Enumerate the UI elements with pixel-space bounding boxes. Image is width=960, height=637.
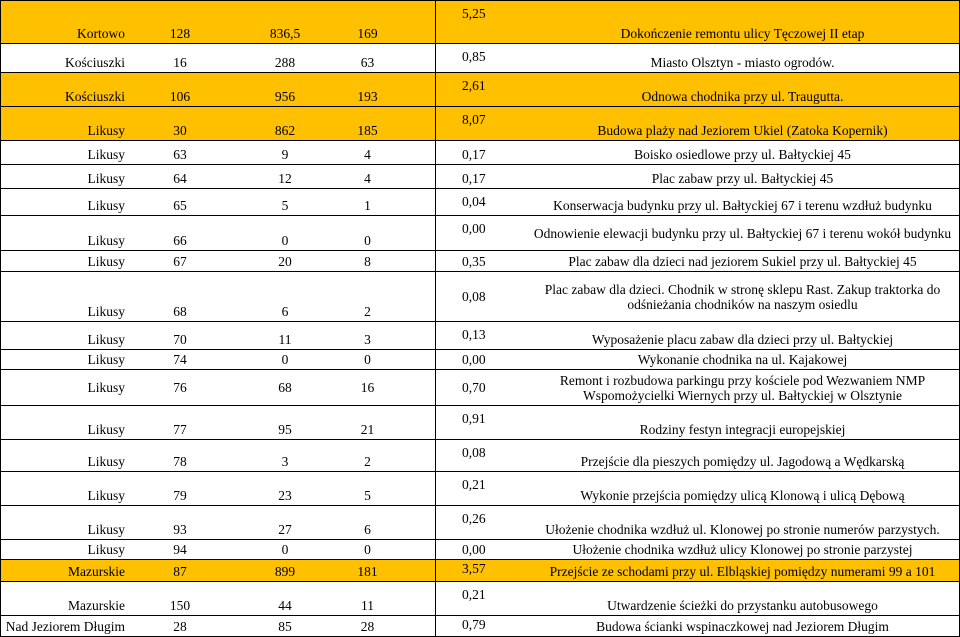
col-b-cell: 6 <box>281 304 289 319</box>
col-c-cell: 4 <box>364 147 371 162</box>
col-c-cell: 6 <box>364 522 371 537</box>
table-row <box>0 189 960 216</box>
description-cell: Ułożenie chodnika wzdłuż ulicy Klonowej po stronie parzystej <box>572 542 913 557</box>
table-row <box>0 472 960 506</box>
table-row <box>0 322 960 350</box>
col-c-cell: 1 <box>364 198 371 213</box>
col-a-cell: 63 <box>173 147 187 162</box>
col-c-cell: 5 <box>364 488 371 503</box>
description-cell: Odnowienie elewacji budynku przy ul. Bałtyckiej 67 i terenu wokół budynku <box>533 225 952 241</box>
district-cell: Likusy <box>87 171 125 186</box>
description-cell: Wyposażenie placu zabaw dla dzieci przy ul. Bałtyckiej <box>591 332 894 347</box>
col-c-cell: 0 <box>364 352 371 367</box>
col-b-cell: 27 <box>278 522 292 537</box>
district-cell: Kościuszki <box>65 55 125 70</box>
table-row <box>0 370 960 406</box>
description-cell: Wykonie przejścia pomiędzy ulicą Klonową i ulicą Dębową <box>580 488 905 503</box>
col-b-cell: 899 <box>274 564 296 579</box>
value-cell: 0,04 <box>462 194 486 209</box>
value-cell: 0,13 <box>462 327 486 342</box>
district-cell: Nad Jeziorem Długim <box>5 619 125 634</box>
col-b-cell: 95 <box>278 422 292 437</box>
col-c-cell: 0 <box>364 542 371 557</box>
col-b-cell: 0 <box>281 233 289 248</box>
col-c-cell: 28 <box>360 619 375 634</box>
description-cell: Budowa plaży nad Jeziorem Ukiel (Zatoka Kopernik) <box>597 123 888 138</box>
col-c-cell: 2 <box>364 454 371 469</box>
district-cell: Likusy <box>87 380 125 395</box>
col-c-cell: 169 <box>357 26 378 41</box>
description-cell: Boisko osiedlowe przy ul. Bałtyckiej 45 <box>634 147 851 162</box>
col-a-cell: 68 <box>173 304 187 319</box>
district-cell: Kortowo <box>77 26 125 41</box>
value-cell: 0,35 <box>462 254 486 269</box>
value-cell: 0,85 <box>462 49 486 64</box>
col-a-cell: 74 <box>173 352 187 367</box>
description-cell: Przejście dla pieszych pomiędzy ul. Jagodową a Wędkarską <box>580 454 905 469</box>
value-cell: 0,21 <box>462 587 486 602</box>
column-divider <box>0 0 1 637</box>
value-cell: 0,08 <box>462 289 486 304</box>
col-a-cell: 106 <box>169 89 191 104</box>
col-b-cell: 11 <box>278 332 292 347</box>
col-c-cell: 0 <box>364 233 371 248</box>
description-cell: Remont i rozbudowa parkingu przy kościele pod Wezwaniem NMP Wspomożycielki Wiernych przy ul. Bałtyckiej w Olsztynie <box>559 372 926 403</box>
col-b-cell: 288 <box>274 55 296 70</box>
col-b-cell: 44 <box>278 598 292 613</box>
description-cell: Wykonanie chodnika na ul. Kajakowej <box>637 352 848 367</box>
value-cell: 0,00 <box>462 221 486 236</box>
district-cell: Likusy <box>87 233 125 248</box>
district-cell: Likusy <box>87 488 125 503</box>
table-row <box>0 216 960 251</box>
district-cell: Likusy <box>87 454 125 469</box>
value-cell: 0,08 <box>462 445 486 460</box>
district-cell: Mazurskie <box>68 598 125 613</box>
table-row <box>0 616 960 637</box>
description-cell: Utwardzenie ścieżki do przystanku autobusowego <box>607 598 878 613</box>
value-cell: 0,70 <box>462 380 486 395</box>
col-a-cell: 93 <box>173 522 187 537</box>
description-cell: Przejście ze schodami przy ul. Elbląskiej pomiędzy numerami 99 a 101 <box>549 564 936 579</box>
district-cell: Likusy <box>87 522 125 537</box>
col-a-cell: 150 <box>169 598 191 613</box>
description-cell: Ułożenie chodnika wzdłuż ul. Klonowej po stronie numerów parzystych. <box>545 522 940 537</box>
value-cell: 0,91 <box>462 411 486 426</box>
col-b-cell: 0 <box>281 542 289 557</box>
district-cell: Likusy <box>87 542 125 557</box>
table-row <box>0 506 960 540</box>
col-c-cell: 11 <box>361 598 374 613</box>
col-a-cell: 66 <box>173 233 187 248</box>
col-b-cell: 20 <box>278 254 292 269</box>
value-cell: 5,25 <box>462 6 486 21</box>
value-cell: 3,57 <box>462 561 486 576</box>
value-cell: 8,07 <box>462 112 486 127</box>
col-b-cell: 0 <box>281 352 289 367</box>
column-divider <box>435 0 436 637</box>
col-b-cell: 5 <box>281 198 289 213</box>
value-cell: 0,00 <box>462 352 486 367</box>
table-row <box>0 141 960 165</box>
col-a-cell: 128 <box>169 26 191 41</box>
description-cell: Plac zabaw przy ul. Bałtyckiej 45 <box>651 171 834 186</box>
value-cell: 2,61 <box>462 78 486 93</box>
col-a-cell: 87 <box>173 564 187 579</box>
district-cell: Likusy <box>87 123 125 138</box>
col-b-cell: 836,5 <box>269 26 301 41</box>
col-a-cell: 79 <box>173 488 187 503</box>
table-row <box>0 44 960 73</box>
description-cell: Konserwacja budynku przy ul. Bałtyckiej 67 i terenu wzdłuż budynku <box>553 198 932 213</box>
col-a-cell: 94 <box>173 542 187 557</box>
col-a-cell: 70 <box>173 332 187 347</box>
col-c-cell: 2 <box>364 304 371 319</box>
description-cell: Odnowa chodnika przy ul. Traugutta. <box>641 89 844 104</box>
col-c-cell: 8 <box>364 254 371 269</box>
col-a-cell: 76 <box>173 380 187 395</box>
value-cell: 0,21 <box>462 477 486 492</box>
col-b-cell: 862 <box>274 123 296 138</box>
table-row <box>0 582 960 616</box>
col-c-cell: 181 <box>357 564 378 579</box>
col-b-cell: 12 <box>278 171 292 186</box>
col-a-cell: 28 <box>173 619 187 634</box>
value-cell: 0,17 <box>462 171 486 186</box>
description-cell: Miasto Olsztyn - miasto ogrodów. <box>650 55 835 70</box>
col-a-cell: 78 <box>173 454 187 469</box>
col-b-cell: 23 <box>278 488 292 503</box>
col-a-cell: 77 <box>173 422 187 437</box>
col-a-cell: 30 <box>173 123 187 138</box>
col-a-cell: 64 <box>173 171 187 186</box>
col-c-cell: 4 <box>364 171 371 186</box>
district-cell: Kościuszki <box>65 89 125 104</box>
district-cell: Likusy <box>87 198 125 213</box>
col-b-cell: 85 <box>278 619 292 634</box>
description-cell: Dokończenie remontu ulicy Tęczowej II etap <box>620 26 865 41</box>
value-cell: 0,26 <box>462 511 486 526</box>
district-cell: Mazurskie <box>68 564 125 579</box>
table-row <box>0 272 960 322</box>
table-row <box>0 350 960 370</box>
col-a-cell: 67 <box>173 254 187 269</box>
district-cell: Likusy <box>87 332 125 347</box>
col-c-cell: 16 <box>360 380 375 395</box>
district-cell: Likusy <box>87 304 125 319</box>
description-cell: Plac zabaw dla dzieci nad jeziorem Sukiel przy ul. Bałtyckiej 45 <box>568 254 917 269</box>
table-row <box>0 440 960 472</box>
table-row <box>0 251 960 272</box>
table-row <box>0 0 960 44</box>
district-cell: Likusy <box>87 147 125 162</box>
table-row <box>0 107 960 141</box>
col-c-cell: 185 <box>357 123 378 138</box>
description-cell: Budowa ścianki wspinaczkowej nad Jeziorem Długim <box>596 619 889 634</box>
col-c-cell: 21 <box>360 422 375 437</box>
value-cell: 0,79 <box>462 617 486 632</box>
col-b-cell: 9 <box>281 147 289 162</box>
table-row <box>0 560 960 582</box>
col-c-cell: 193 <box>357 89 378 104</box>
value-cell: 0,00 <box>462 542 486 557</box>
col-b-cell: 956 <box>274 89 296 104</box>
table-row <box>0 165 960 189</box>
col-c-cell: 63 <box>360 55 375 70</box>
col-a-cell: 16 <box>173 55 187 70</box>
table-row <box>0 406 960 440</box>
description-cell: Plac zabaw dla dzieci. Chodnik w stronę sklepu Rast. Zakup traktorka do odśnieżania chodników na naszym osiedlu <box>544 281 941 312</box>
district-cell: Likusy <box>87 254 125 269</box>
district-cell: Likusy <box>87 352 125 367</box>
col-b-cell: 68 <box>278 380 292 395</box>
table-row <box>0 540 960 560</box>
description-cell: Rodziny festyn integracji europejskiej <box>639 422 846 437</box>
value-cell: 0,17 <box>462 147 486 162</box>
table-row <box>0 73 960 107</box>
col-c-cell: 3 <box>364 332 371 347</box>
district-cell: Likusy <box>87 422 125 437</box>
col-b-cell: 3 <box>281 454 289 469</box>
col-a-cell: 65 <box>173 198 187 213</box>
